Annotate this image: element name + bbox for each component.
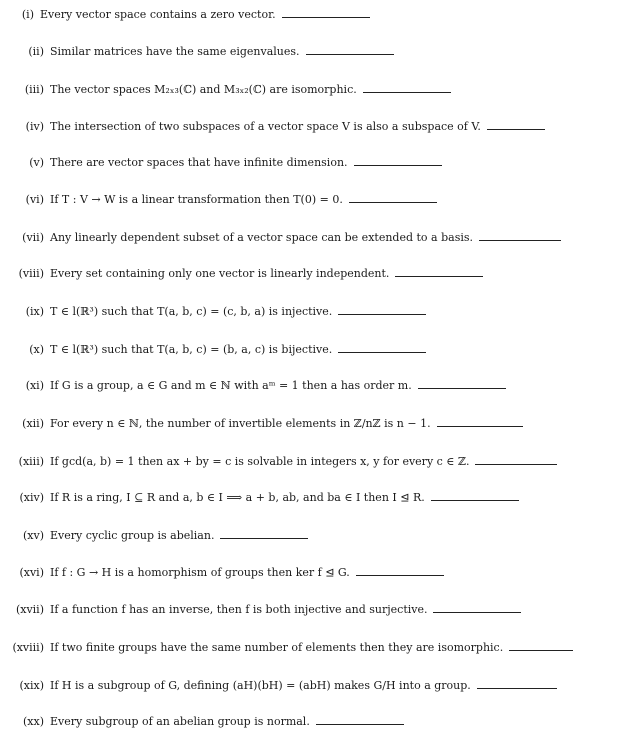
item-number: (ii) xyxy=(28,45,44,58)
answer-blank[interactable] xyxy=(437,416,523,427)
item-number: (xiii) xyxy=(18,455,44,468)
answer-blank[interactable] xyxy=(477,678,557,689)
statement-text: Similar matrices have the same eigenvalues. xyxy=(50,45,300,58)
statement-text: T ∈ l(ℝ³) such that T(a, b, c) = (b, a, c) is bijective. xyxy=(50,343,333,356)
answer-blank[interactable] xyxy=(418,378,506,389)
answer-blank[interactable] xyxy=(487,119,545,130)
statement-row xyxy=(0,155,442,169)
item-number: (xi) xyxy=(25,379,44,392)
statement-text: If gcd(a, b) = 1 then ax + by = c is solvable in integers x, y for every c ∈ ℤ. xyxy=(50,455,470,468)
answer-blank[interactable] xyxy=(282,7,370,18)
statement-row xyxy=(0,602,521,616)
item-number: (xix) xyxy=(19,679,44,692)
statement-text: Every set containing only one vector is linearly independent. xyxy=(50,267,390,280)
item-number: (viii) xyxy=(18,267,44,280)
statement-text: If T : V → W is a linear transformation then T(0) = 0. xyxy=(50,193,343,206)
item-number: (i) xyxy=(21,8,34,21)
statement-row xyxy=(0,714,404,728)
statement-text: There are vector spaces that have infinite dimension. xyxy=(50,156,348,169)
item-number: (xvii) xyxy=(15,603,44,616)
answer-blank[interactable] xyxy=(395,266,483,277)
statement-text: T ∈ l(ℝ³) such that T(a, b, c) = (c, b, a) is injective. xyxy=(50,305,333,318)
item-number: (xvi) xyxy=(19,566,44,579)
statement-text: Every vector space contains a zero vector. xyxy=(40,8,276,21)
statement-row xyxy=(0,192,437,206)
item-number: (xx) xyxy=(23,715,44,728)
statement-row xyxy=(0,119,545,133)
answer-blank[interactable] xyxy=(475,454,557,465)
item-number: (xviii) xyxy=(12,641,44,654)
statement-text: The intersection of two subspaces of a vector space V is also a subspace of V. xyxy=(50,120,481,133)
statement-row xyxy=(0,565,444,579)
item-number: (x) xyxy=(29,343,44,356)
item-number: (vii) xyxy=(22,231,44,244)
statement-row xyxy=(0,378,506,392)
statement-row xyxy=(0,7,370,21)
answer-blank[interactable] xyxy=(354,155,442,166)
answer-blank[interactable] xyxy=(306,44,394,55)
statement-text: Any linearly dependent subset of a vector space can be extended to a basis. xyxy=(50,231,474,244)
answer-blank[interactable] xyxy=(338,342,426,353)
answer-blank[interactable] xyxy=(356,565,444,576)
answer-blank[interactable] xyxy=(431,490,519,501)
item-number: (v) xyxy=(29,156,44,169)
item-number: (iv) xyxy=(25,120,44,133)
answer-blank[interactable] xyxy=(338,304,426,315)
item-number: (xiv) xyxy=(19,491,44,504)
answer-blank[interactable] xyxy=(349,192,437,203)
item-number: (ix) xyxy=(25,305,44,318)
statement-row xyxy=(0,454,557,468)
statement-row xyxy=(0,640,573,654)
statement-text: If G is a group, a ∈ G and m ∈ ℕ with aᵐ = 1 then a has order m. xyxy=(50,379,412,392)
item-number: (vi) xyxy=(25,193,44,206)
statement-row xyxy=(0,342,426,356)
item-number: (xii) xyxy=(22,417,44,430)
statement-row xyxy=(0,678,557,692)
answer-blank[interactable] xyxy=(363,82,451,93)
statement-text: Every subgroup of an abelian group is normal. xyxy=(50,715,310,728)
statement-row xyxy=(0,266,483,280)
statement-text: If R is a ring, I ⊆ R and a, b ∈ I ⟹ a + b, ab, and ba ∈ I then I ⊴ R. xyxy=(50,491,425,504)
statement-row xyxy=(0,528,308,542)
answer-blank[interactable] xyxy=(433,602,521,613)
statement-row xyxy=(0,490,519,504)
statement-text: If H is a subgroup of G, defining (aH)(bH) = (abH) makes G/H into a group. xyxy=(50,679,471,692)
answer-blank[interactable] xyxy=(220,528,308,539)
statement-text: Every cyclic group is abelian. xyxy=(50,529,215,542)
statement-row xyxy=(0,82,451,96)
statement-row xyxy=(0,304,426,318)
item-number: (xv) xyxy=(22,529,44,542)
statement-row xyxy=(0,230,561,244)
answer-blank[interactable] xyxy=(479,230,561,241)
statement-row xyxy=(0,416,523,430)
statement-text: If a function f has an inverse, then f is both injective and surjective. xyxy=(50,603,428,616)
statement-text: For every n ∈ ℕ, the number of invertible elements in ℤ/nℤ is n − 1. xyxy=(50,417,431,430)
answer-blank[interactable] xyxy=(316,714,404,725)
item-number: (iii) xyxy=(24,83,44,96)
statement-text: The vector spaces M₂ₓ₃(ℂ) and M₃ₓ₂(ℂ) are isomorphic. xyxy=(50,83,357,96)
statement-row xyxy=(0,44,394,58)
answer-blank[interactable] xyxy=(509,640,573,651)
statement-text: If two finite groups have the same number of elements then they are isomorphic. xyxy=(50,641,504,654)
statement-text: If f : G → H is a homorphism of groups then ker f ⊴ G. xyxy=(50,566,350,579)
